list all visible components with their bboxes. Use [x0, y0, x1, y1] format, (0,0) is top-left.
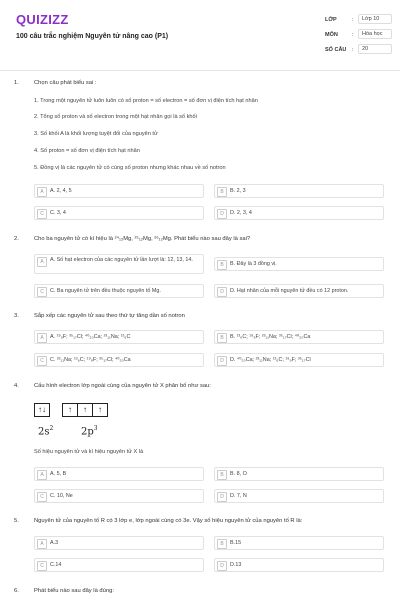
option-letter: B [217, 470, 227, 480]
option-text: D. 2, 3, 4 [230, 210, 252, 216]
option-text: A.3 [50, 540, 59, 546]
answer-option-a[interactable] [34, 254, 204, 274]
option-letter: A [37, 539, 47, 549]
meta-subject: MÔN : Hóa học [325, 29, 395, 41]
option-letter: C [37, 561, 47, 571]
option-text: C. 10, Ne [50, 493, 73, 499]
option-text: A. 5, B [50, 471, 67, 477]
meta-class: LỚP : Lớp 10 [325, 14, 395, 26]
option-text: D. 7, N [230, 493, 247, 499]
answer-option-a[interactable] [34, 467, 204, 481]
answer-option-a[interactable] [34, 536, 204, 550]
question-text: Chọn câu phát biểu sai : [34, 80, 97, 86]
question-text: Cho ba nguyên tử có kí hiệu là ²⁴₁₂Mg, ²⁵₁₂Mg, ²⁶₁₂Mg. Phát biểu nào sau đây là sai? [34, 236, 251, 242]
answer-option-a[interactable] [34, 330, 204, 344]
question-number: 2. [14, 236, 19, 242]
meta-label-class: LỚP [325, 17, 337, 23]
statement: 5. Đồng vị là các nguyên tử có cùng số proton nhưng khác nhau về số notron [34, 165, 226, 171]
option-letter: D [217, 561, 227, 571]
option-letter: D [217, 492, 227, 502]
option-text: B. 2, 3 [230, 188, 246, 194]
option-text: D.13 [230, 562, 242, 568]
orbital-label-2s: $2s^2$ [38, 425, 54, 438]
answer-option-a[interactable] [34, 184, 204, 198]
option-text: B. Đây là 3 đồng vị. [230, 261, 277, 267]
page-title: 100 câu trắc nghiệm Nguyên tử nâng cao (P1) [16, 33, 169, 40]
answer-option-d[interactable] [214, 489, 384, 503]
answer-option-b[interactable] [214, 467, 384, 481]
header-divider [0, 70, 400, 71]
option-letter: C [37, 356, 47, 366]
option-letter: A [37, 470, 47, 480]
option-letter: B [217, 260, 227, 270]
option-text: A. 2, 4, 5 [50, 188, 72, 194]
option-letter: D [217, 356, 227, 366]
option-text: D. ⁴⁰₂₀Ca; ²³₁₁Na; ¹³₆C; ¹⁹₉F; ³⁵₁₇Cl [230, 357, 311, 363]
answer-option-c[interactable] [34, 353, 204, 367]
answer-option-b[interactable] [214, 330, 384, 344]
option-letter: A [37, 257, 47, 267]
option-text: B. ¹³₆C; ¹⁹₉F; ²³₁₁Na; ³⁵₁₇Cl; ⁴⁰₂₀Ca [230, 334, 311, 340]
meta-label-subject: MÔN [325, 32, 338, 38]
answer-option-b[interactable] [214, 536, 384, 550]
question-text: Sắp xếp các nguyên tử sau theo thứ tự tăng dần số notron [34, 313, 185, 319]
question-number: 6. [14, 588, 19, 594]
answer-option-d[interactable] [214, 284, 384, 298]
option-text: A. ¹⁹₉F; ³⁵₁₇Cl; ⁴⁰₂₀Ca; ²³₁₁Na; ¹³₆C [50, 334, 131, 340]
answer-option-b[interactable] [214, 184, 384, 198]
question-number: 3. [14, 313, 19, 319]
meta-value-count: 20 [358, 44, 392, 54]
option-letter: B [217, 333, 227, 343]
meta-value-subject: Hóa học [358, 29, 392, 39]
answer-option-c[interactable] [34, 489, 204, 503]
question-text: Cấu hình electron lớp ngoài cùng của nguyên tử X phân bố như sau: [34, 383, 211, 389]
statement: 2. Tổng số proton và số electron trong một hạt nhân gọi là số khối [34, 114, 197, 120]
meta-count: SỐ CÂU : 20 [325, 44, 395, 56]
option-text: C. 3, 4 [50, 210, 66, 216]
worksheet-header [0, 0, 400, 66]
option-text: A. Số hạt electron của các nguyên tử lần lượt là: 12, 13, 14. [50, 257, 193, 263]
question-number: 5. [14, 518, 19, 524]
statement: 3. Số khối A là khối lượng tuyệt đối của nguyên tử [34, 131, 158, 137]
answer-option-b[interactable] [214, 257, 384, 271]
option-text: C.14 [50, 562, 62, 568]
option-text: B.15 [230, 540, 242, 546]
option-text: C. Ba nguyên tử trên đều thuộc nguyên tố Mg. [50, 288, 161, 294]
option-letter: C [37, 287, 47, 297]
option-letter: C [37, 209, 47, 219]
answer-option-d[interactable] [214, 206, 384, 220]
option-letter: A [37, 187, 47, 197]
statement: 1. Trong một nguyên tử luôn luôn có số proton = số electron = số đơn vị điện tích hạt nhân [34, 98, 258, 104]
quizizz-logo: QUIZIZZ [16, 12, 69, 27]
question-text: Nguyên tử của nguyên tố R có 3 lớp e, lớp ngoài cùng có 3e. Vậy số hiệu nguyên tử của nguyên tố R là: [34, 518, 303, 524]
answer-option-c[interactable] [34, 558, 204, 572]
meta-value-class: Lớp 10 [358, 14, 392, 24]
question-number: 1. [14, 80, 19, 86]
statement: 4. Số proton = số đơn vị điện tích hạt nhân [34, 148, 140, 154]
orbital-box-2s: ↑↓ [34, 403, 50, 417]
question-text: Phát biểu nào sau đây là đúng: [34, 588, 114, 594]
option-letter: D [217, 287, 227, 297]
option-text: C. ²³₁₁Na; ¹³₆C; ¹⁹₉F; ³⁵₁₇Cl; ⁴⁰₂₀Ca [50, 357, 131, 363]
answer-option-d[interactable] [214, 558, 384, 572]
option-letter: A [37, 333, 47, 343]
question-number: 4. [14, 383, 19, 389]
answer-option-c[interactable] [34, 206, 204, 220]
orbital-label-2p: $2p^3$ [81, 425, 98, 438]
option-letter: B [217, 539, 227, 549]
question-subtext: Số hiệu nguyên tử và kí hiệu nguyên tử X là [34, 449, 144, 455]
meta-label-count: SỐ CÂU [325, 47, 347, 53]
answer-option-d[interactable] [214, 353, 384, 367]
answer-option-c[interactable] [34, 284, 204, 298]
option-letter: C [37, 492, 47, 502]
option-letter: B [217, 187, 227, 197]
option-text: D. Hạt nhân của mỗi nguyên tử đều có 12 proton. [230, 288, 349, 294]
orbital-box-2p: ↑ [92, 403, 108, 417]
orbital-box-2p: ↑ [62, 403, 78, 417]
option-letter: D [217, 209, 227, 219]
orbital-box-2p: ↑ [77, 403, 93, 417]
option-text: B. 8, O [230, 471, 247, 477]
